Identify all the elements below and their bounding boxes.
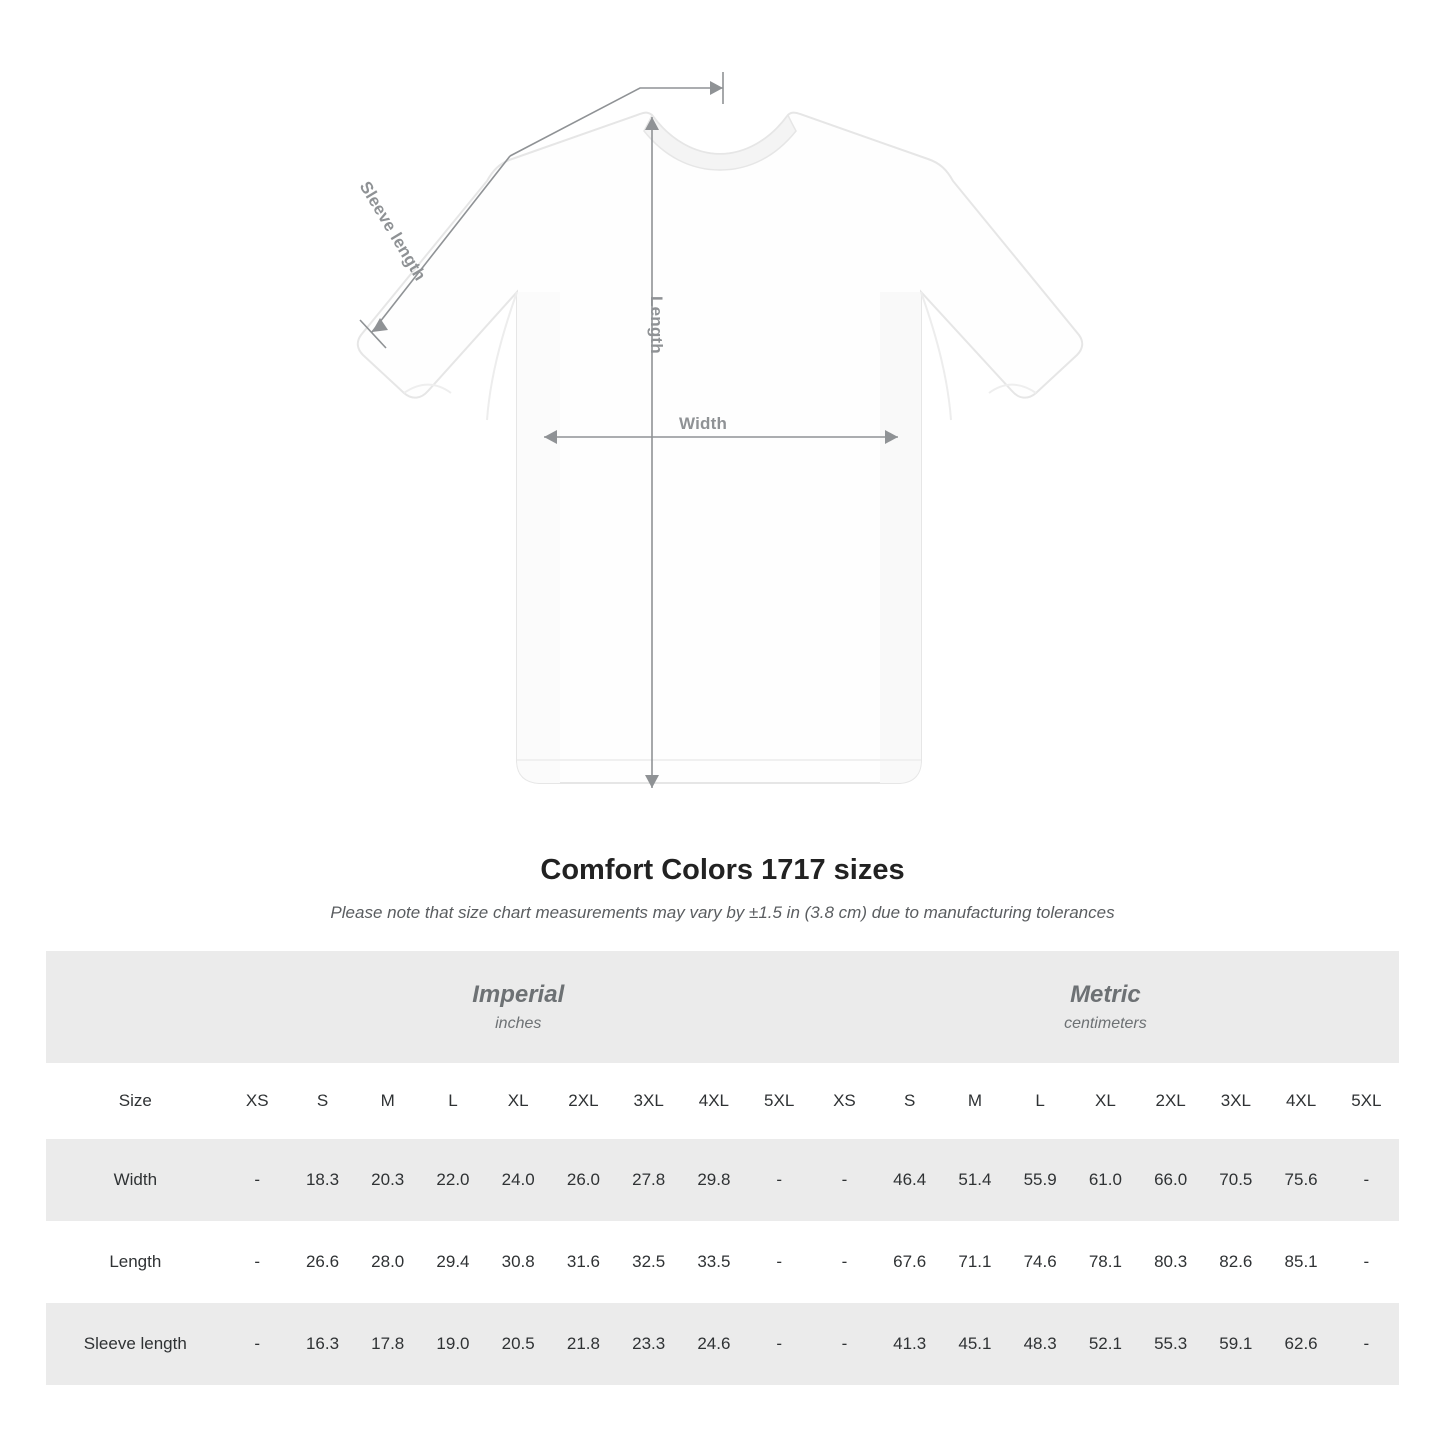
cell: 55.3: [1138, 1303, 1203, 1385]
size-col-header: 3XL: [616, 1063, 681, 1139]
size-col-header: 5XL: [1334, 1063, 1399, 1139]
row-label-length: Length: [46, 1221, 225, 1303]
cell: 30.8: [486, 1221, 551, 1303]
cell: 78.1: [1073, 1221, 1138, 1303]
cell: 67.6: [877, 1221, 942, 1303]
cell: 19.0: [420, 1303, 485, 1385]
cell: 32.5: [616, 1221, 681, 1303]
cell: -: [1334, 1303, 1399, 1385]
cell: 75.6: [1268, 1139, 1333, 1221]
row-label-sleeve-length: Sleeve length: [46, 1303, 225, 1385]
size-col-header: 3XL: [1203, 1063, 1268, 1139]
cell: 59.1: [1203, 1303, 1268, 1385]
cell: 82.6: [1203, 1221, 1268, 1303]
page-title: Comfort Colors 1717 sizes: [540, 854, 905, 886]
cell: -: [225, 1139, 290, 1221]
unit-sub-metric: centimeters: [1064, 1015, 1147, 1033]
size-col-header: L: [1008, 1063, 1073, 1139]
cell: 51.4: [942, 1139, 1007, 1221]
cell: 85.1: [1268, 1221, 1333, 1303]
cell: 70.5: [1203, 1139, 1268, 1221]
cell: -: [747, 1303, 812, 1385]
cell: 24.6: [681, 1303, 746, 1385]
cell: -: [812, 1303, 877, 1385]
cell: -: [225, 1221, 290, 1303]
size-col-header: XS: [225, 1063, 290, 1139]
width-dimension-label: Width: [679, 414, 728, 433]
cell: -: [1334, 1221, 1399, 1303]
size-header-row: [46, 1063, 1399, 1139]
size-col-header: S: [877, 1063, 942, 1139]
shirt-shape: [358, 113, 1082, 783]
unit-sub-imperial: inches: [495, 1015, 542, 1033]
size-chart-table: [46, 951, 1399, 1385]
size-col-header: 5XL: [747, 1063, 812, 1139]
title-block: [0, 854, 1445, 923]
cell: 80.3: [1138, 1221, 1203, 1303]
cell: 29.4: [420, 1221, 485, 1303]
cell: -: [747, 1139, 812, 1221]
size-col-header: 4XL: [681, 1063, 746, 1139]
cell: 33.5: [681, 1221, 746, 1303]
cell: 45.1: [942, 1303, 1007, 1385]
cell: 28.0: [355, 1221, 420, 1303]
cell: 27.8: [616, 1139, 681, 1221]
cell: 74.6: [1008, 1221, 1073, 1303]
cell: 46.4: [877, 1139, 942, 1221]
cell: 21.8: [551, 1303, 616, 1385]
row-label-width: Width: [46, 1139, 225, 1221]
length-dimension-label: Length: [647, 296, 666, 354]
cell: -: [225, 1303, 290, 1385]
table-row: [46, 1303, 1399, 1385]
cell: -: [747, 1221, 812, 1303]
cell: 26.0: [551, 1139, 616, 1221]
cell: 48.3: [1008, 1303, 1073, 1385]
cell: 16.3: [290, 1303, 355, 1385]
cell: 71.1: [942, 1221, 1007, 1303]
unit-name-imperial: Imperial: [472, 980, 565, 1008]
size-col-header: L: [420, 1063, 485, 1139]
cell: 55.9: [1008, 1139, 1073, 1221]
cell: 26.6: [290, 1221, 355, 1303]
table-row: [46, 1221, 1399, 1303]
size-col-header: M: [942, 1063, 1007, 1139]
size-col-header: 4XL: [1268, 1063, 1333, 1139]
size-col-header: XS: [812, 1063, 877, 1139]
cell: -: [1334, 1139, 1399, 1221]
size-col-header: XL: [1073, 1063, 1138, 1139]
size-col-header: 2XL: [1138, 1063, 1203, 1139]
tolerance-note: Please note that size chart measurements may vary by ±1.5 in (3.8 cm) due to manufacturing tolerances: [330, 903, 1115, 922]
size-col-header: S: [290, 1063, 355, 1139]
cell: 29.8: [681, 1139, 746, 1221]
unit-group-imperial: [225, 951, 812, 1063]
unit-group-metric: [812, 951, 1399, 1063]
size-col-header: M: [355, 1063, 420, 1139]
sleeve-length-dimension-label: Sleeve length: [355, 178, 430, 284]
size-col-header: XL: [486, 1063, 551, 1139]
cell: 18.3: [290, 1139, 355, 1221]
table-row: [46, 1139, 1399, 1221]
cell: 20.5: [486, 1303, 551, 1385]
unit-header-row: [46, 951, 1399, 1063]
cell: 52.1: [1073, 1303, 1138, 1385]
cell: 22.0: [420, 1139, 485, 1221]
size-label-cell: Size: [46, 1063, 225, 1139]
cell: 41.3: [877, 1303, 942, 1385]
cell: 17.8: [355, 1303, 420, 1385]
cell: 66.0: [1138, 1139, 1203, 1221]
cell: 24.0: [486, 1139, 551, 1221]
cell: 23.3: [616, 1303, 681, 1385]
cell: -: [812, 1139, 877, 1221]
cell: -: [812, 1221, 877, 1303]
size-chart-table-wrapper: [46, 951, 1399, 1385]
unit-row-spacer: [46, 951, 225, 1063]
unit-name-metric: Metric: [1070, 980, 1141, 1008]
size-col-header: 2XL: [551, 1063, 616, 1139]
cell: 62.6: [1268, 1303, 1333, 1385]
cell: 20.3: [355, 1139, 420, 1221]
cell: 61.0: [1073, 1139, 1138, 1221]
cell: 31.6: [551, 1221, 616, 1303]
